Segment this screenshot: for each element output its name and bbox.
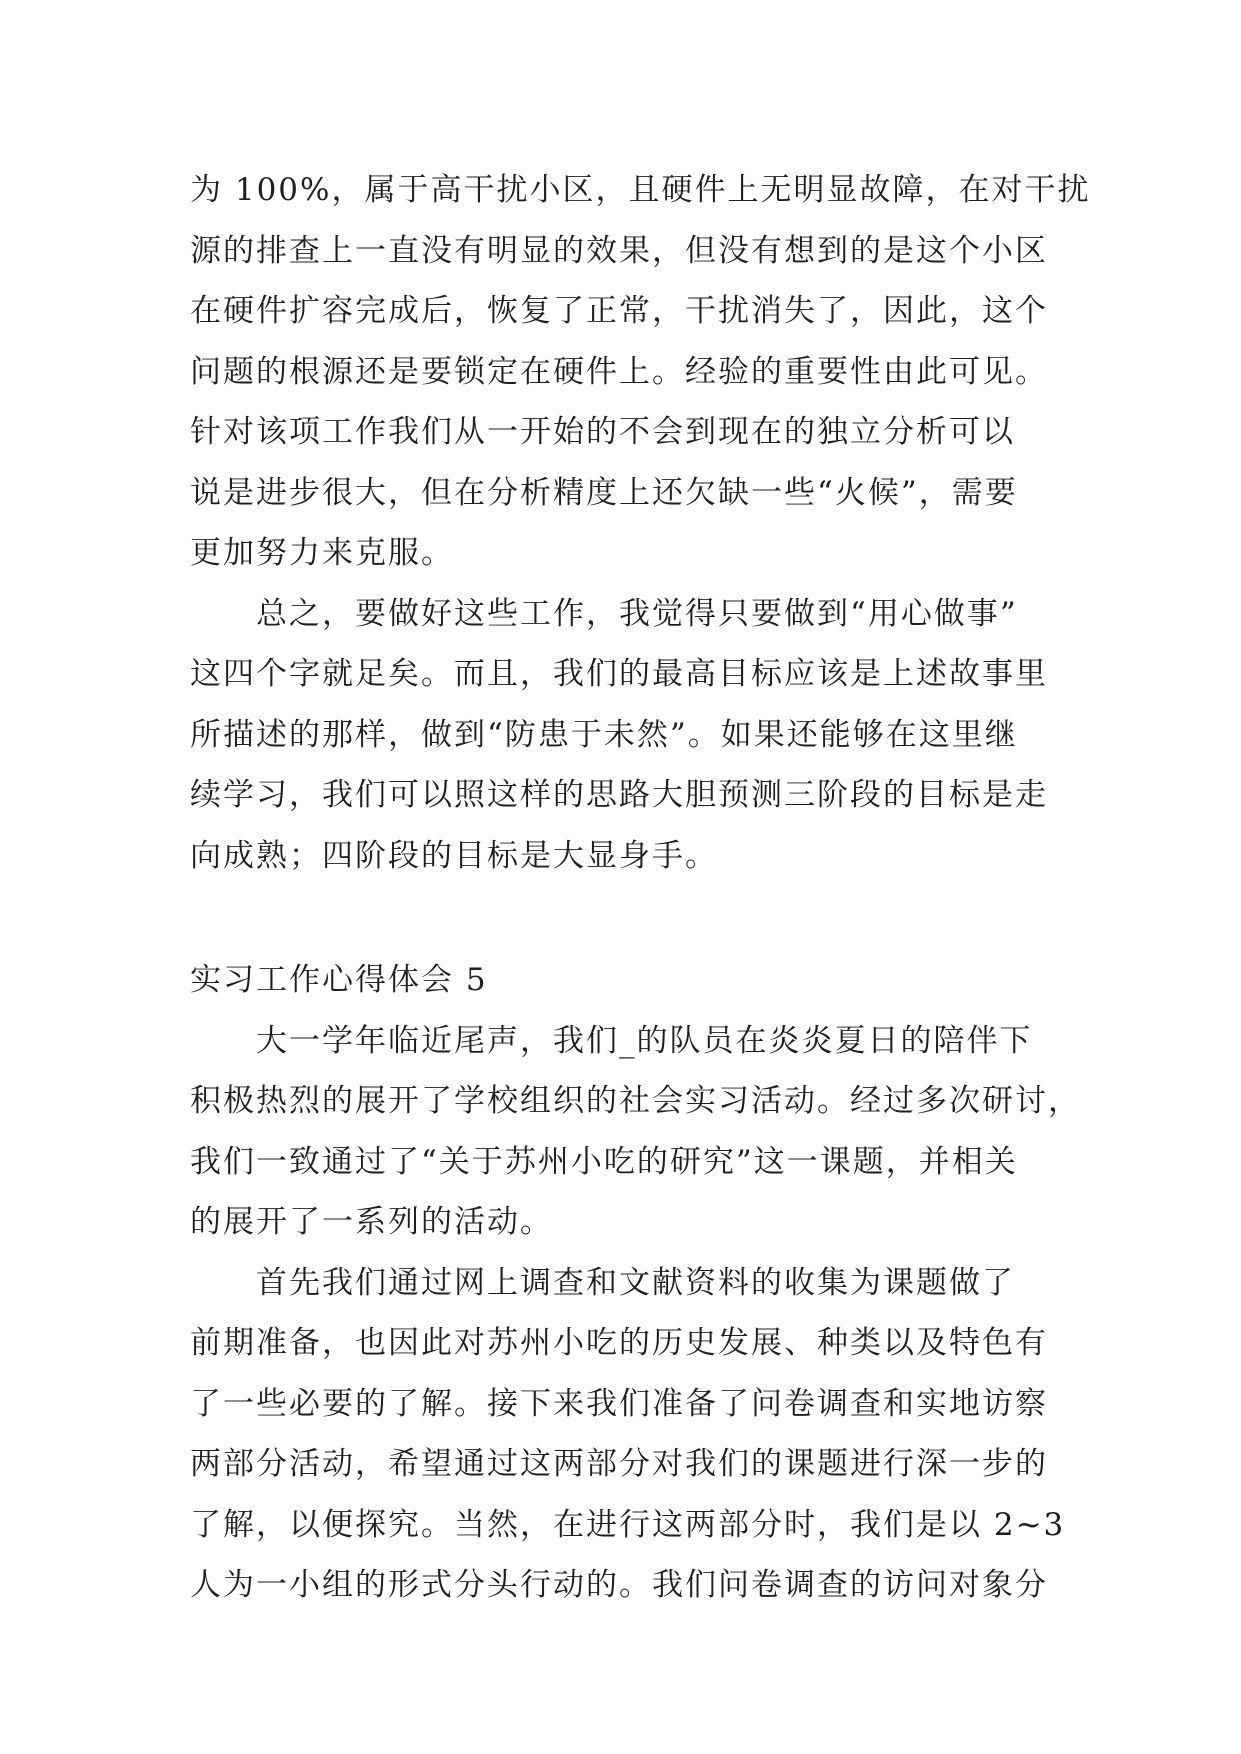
paragraph-intro xyxy=(190,1011,1081,1253)
text-line: 前期准备，也因此对苏州小吃的历史发展、种类以及特色有 xyxy=(190,1325,1048,1361)
text-line: 说是进步很大，但在分析精度上还欠缺一些“火候”，需要 xyxy=(190,474,1018,511)
document-body xyxy=(190,160,1091,1616)
section-gap xyxy=(190,886,1070,950)
text-line: 为 100%，属于高干扰小区，且硬件上无明显故障，在对干扰 xyxy=(190,172,1091,208)
section-heading: 实习工作心得体会 5 xyxy=(190,962,488,998)
text-line: 人为一小组的形式分头行动的。我们问卷调查的访问对象分 xyxy=(190,1567,1048,1603)
text-line: 所描述的那样，做到“防患于未然”。如果还能够在这里继 xyxy=(190,716,1018,753)
text-line: 首先我们通过网上调查和文献资料的收集为课题做了 xyxy=(256,1264,1015,1301)
text-line: 两部分活动，希望通过这两部分对我们的课题进行深一步的 xyxy=(190,1446,1048,1482)
text-line: 针对该项工作我们从一开始的不会到现在的独立分析可以 xyxy=(190,414,1015,450)
paragraph-method xyxy=(190,1253,1070,1616)
text-line: 在硬件扩容完成后，恢复了正常，干扰消失了，因此，这个 xyxy=(190,293,1048,329)
text-line: 这四个字就足矣。而且，我们的最高目标应该是上述故事里 xyxy=(190,656,1048,692)
text-line: 的展开了一系列的活动。 xyxy=(190,1204,553,1240)
text-line: 问题的根源还是要锁定在硬件上。经验的重要性由此可见。 xyxy=(190,353,1048,390)
text-line: 向成熟；四阶段的目标是大显身手。 xyxy=(190,837,718,874)
text-line: 积极热烈的展开了学校组织的社会实习活动。经过多次研讨， xyxy=(190,1083,1081,1119)
text-line: 源的排查上一直没有明显的效果，但没有想到的是这个小区 xyxy=(190,232,1048,269)
text-line: 了解，以便探究。当然，在进行这两部分时，我们是以 2~3 xyxy=(190,1506,1066,1543)
text-line: 总之，要做好这些工作，我觉得只要做到“用心做事” xyxy=(256,595,1018,632)
text-line: 大一学年临近尾声，我们_的队员在炎炎夏日的陪伴下 xyxy=(256,1022,1033,1059)
paragraph-summary xyxy=(190,584,1070,887)
text-line: 更加努力来克服。 xyxy=(190,535,454,571)
text-line: 了一些必要的了解。接下来我们准备了问卷调查和实地访察 xyxy=(190,1385,1048,1422)
paragraph-continued xyxy=(190,160,1091,584)
text-line: 续学习，我们可以照这样的思路大胆预测三阶段的目标是走 xyxy=(190,777,1048,813)
text-line: 我们一致通过了“关于苏州小吃的研究”这一课题，并相关 xyxy=(190,1143,1018,1180)
